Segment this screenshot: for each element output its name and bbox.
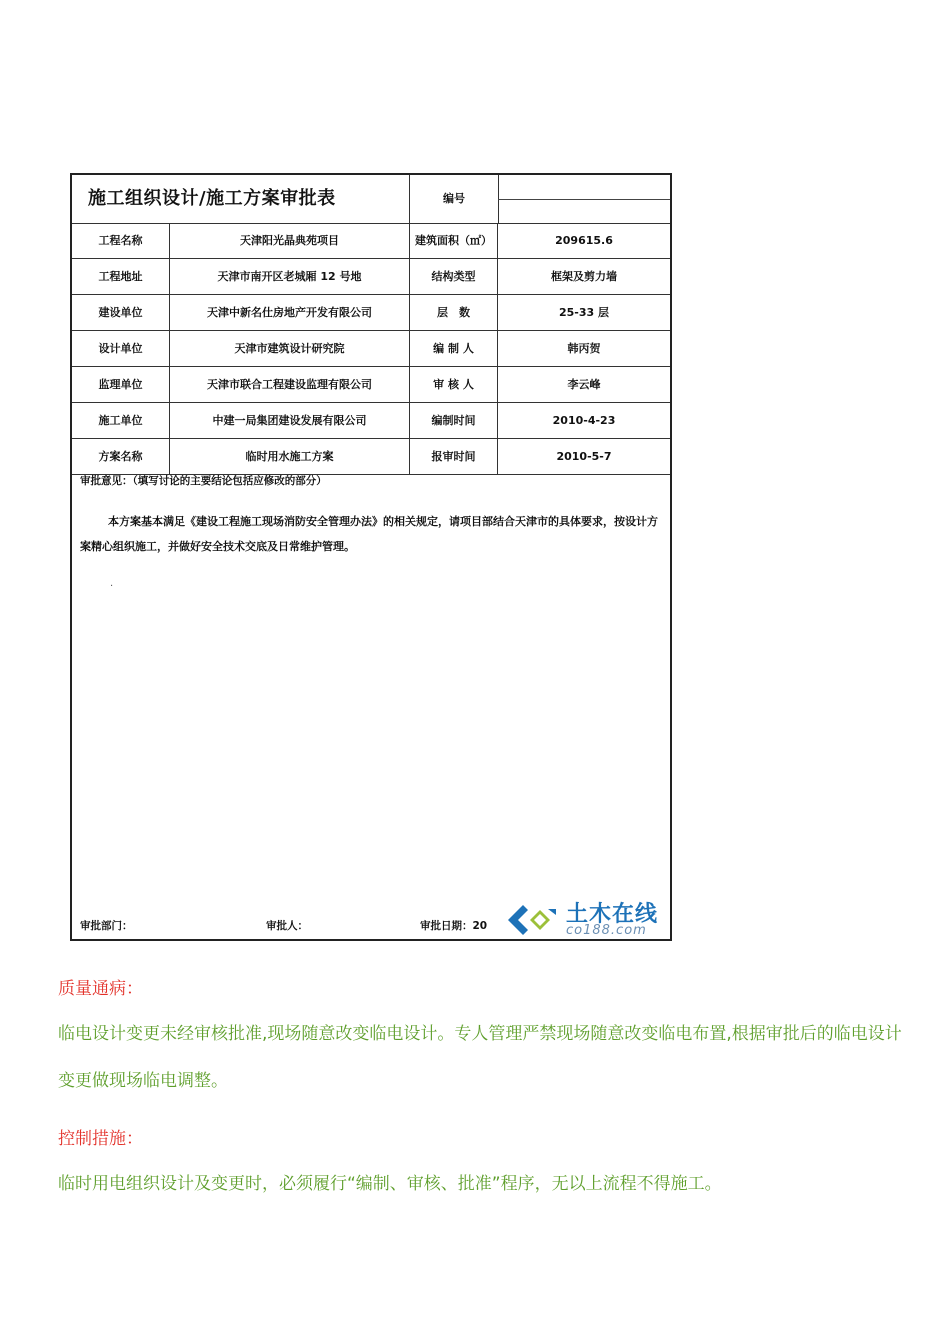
row-value: 天津阳光晶典苑项目 [170, 223, 410, 258]
footer-dept: 审批部门： [80, 920, 133, 932]
approval-form-image [70, 173, 672, 941]
row-label: 建设单位 [72, 295, 170, 330]
table-row [72, 223, 670, 259]
table-row [72, 295, 670, 331]
row-value-2: 2010-5-7 [556, 450, 612, 463]
row-value-2: 韩丙贺 [567, 342, 601, 355]
stray-mark: · [110, 581, 114, 592]
table-row [72, 403, 670, 439]
form-code-value [498, 175, 670, 223]
row-label: 工程名称 [72, 223, 170, 258]
row-value-2: 209615.6 [555, 234, 613, 247]
watermark-name: 土木在线 [566, 902, 659, 927]
watermark [504, 897, 674, 941]
row-label-2: 层 数 [410, 295, 498, 330]
table-row [72, 439, 670, 475]
row-label-2: 审 核 人 [410, 367, 498, 402]
row-label-2: 报审时间 [410, 439, 498, 474]
row-value: 临时用水施工方案 [170, 439, 410, 474]
row-value: 中建一局集团建设发展有限公司 [170, 403, 410, 438]
row-value: 天津市南开区老城厢 12 号地 [170, 259, 410, 294]
watermark-logo-icon [504, 901, 562, 939]
form-title: 施工组织设计/施工方案审批表 [72, 175, 410, 223]
table-row [72, 367, 670, 403]
quality-issue-text: 临电设计变更未经审核批准,现场随意改变临电设计。专人管理严禁现场随意改变临电布置,根据审批后的临电设计变更做现场临电调整。 [58, 1024, 902, 1091]
comment-heading: 审批意见：（填写讨论的主要结论包括应修改的部分） [80, 475, 327, 487]
row-label: 方案名称 [72, 439, 170, 474]
form-grid [72, 223, 670, 475]
row-value: 天津市联合工程建设监理有限公司 [170, 367, 410, 402]
row-label: 设计单位 [72, 331, 170, 366]
row-label: 监理单位 [72, 367, 170, 402]
approval-comment-area [72, 471, 670, 941]
footer-approver: 审批人： [266, 920, 308, 932]
row-value: 天津中新名仕房地产开发有限公司 [170, 295, 410, 330]
row-value-2: 2010-4-23 [552, 414, 616, 427]
quality-issue-heading: 质量通病： [58, 979, 143, 999]
watermark-domain: co188.com [566, 923, 647, 938]
row-label-2: 编 制 人 [410, 331, 498, 366]
footer-date: 审批日期：20 [420, 920, 488, 932]
table-row [72, 259, 670, 295]
comment-body: 本方案基本满足《建设工程施工现场消防安全管理办法》的相关规定，请项目部结合天津市的具体要求，按设计方案精心组织施工，并做好安全技术交底及日常维护管理。 [80, 515, 658, 553]
row-value-2: 框架及剪力墙 [551, 270, 617, 283]
row-value-2: 李云峰 [567, 378, 601, 391]
row-label: 工程地址 [72, 259, 170, 294]
row-value-2: 25-33 层 [558, 306, 609, 319]
row-label: 施工单位 [72, 403, 170, 438]
form-code-label: 编号 [410, 175, 499, 223]
row-label-2: 建筑面积（㎡） [410, 223, 498, 258]
table-row [72, 331, 670, 367]
row-label-2: 编制时间 [410, 403, 498, 438]
row-value: 天津市建筑设计研究院 [170, 331, 410, 366]
row-label-2: 结构类型 [410, 259, 498, 294]
form-header [72, 175, 670, 224]
control-measure-text: 临时用电组织设计及变更时，必须履行“编制、审核、批准”程序，无以上流程不得施工。 [58, 1174, 722, 1194]
control-measure-heading: 控制措施： [58, 1129, 143, 1149]
